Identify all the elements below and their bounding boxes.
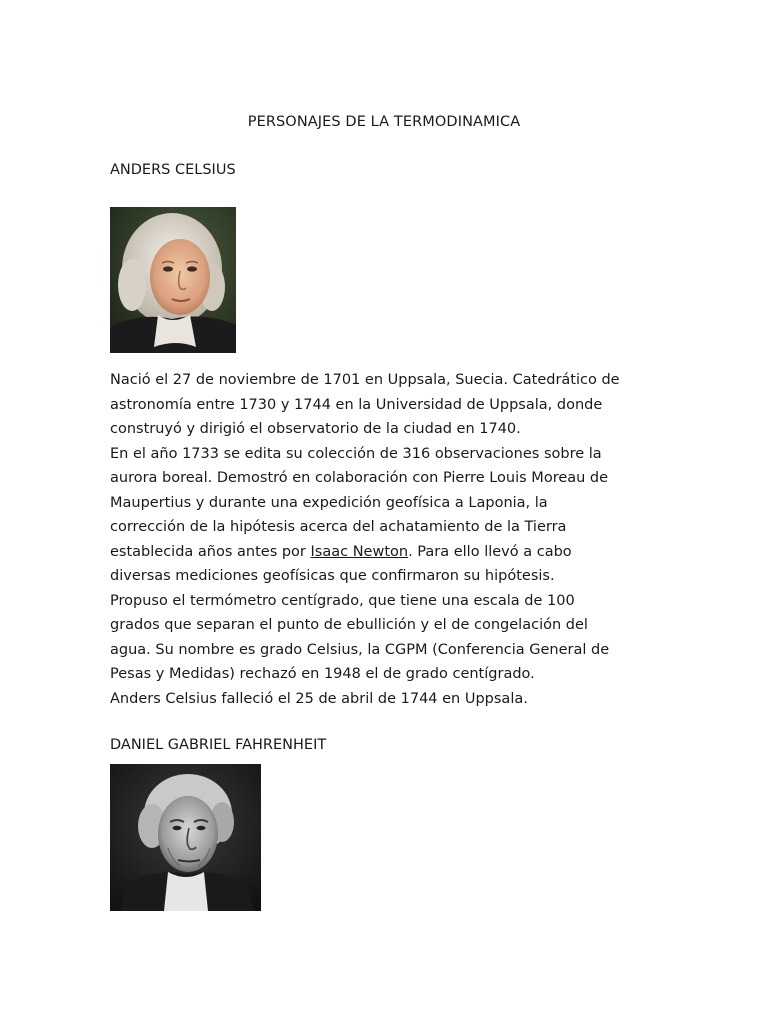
- bio-line: Pesas y Medidas) rechazó en 1948 el de grado centígrado.: [110, 666, 535, 682]
- bio-line: aurora boreal. Demostró en colaboración con Pierre Louis Moreau de: [110, 470, 609, 486]
- bio-line: astronomía entre 1730 y 1744 en la Universidad de Uppsala, donde: [110, 396, 603, 413]
- bio-line: Maupertius y durante una expedición geofísica a Laponia, la: [110, 494, 548, 511]
- bio-line: En el año 1733 se edita su colección de 316 observaciones sobre la: [110, 445, 602, 462]
- bio-line: construyó y dirigió el observatorio de la ciudad en 1740.: [110, 421, 521, 437]
- bio-line: Nació el 27 de noviembre de 1701 en Uppsala, Suecia. Catedrático de: [110, 372, 620, 388]
- celsius-portrait-icon: [110, 207, 236, 353]
- bio-line: grados que separan el punto de ebullición y el de congelación del: [110, 617, 588, 633]
- celsius-portrait: [110, 207, 236, 353]
- bio-line: corrección de la hipótesis acerca del achatamiento de la Tierra: [110, 519, 567, 535]
- document-title: PERSONAJES DE LA TERMODINAMICA: [247, 114, 521, 130]
- bio-text: establecida años antes por: [110, 543, 311, 560]
- fahrenheit-portrait-icon: [110, 764, 261, 911]
- bio-line-with-link: [110, 540, 670, 565]
- bio-line: Anders Celsius falleció el 25 de abril de 1744 en Uppsala.: [110, 690, 528, 707]
- celsius-biography: [110, 368, 670, 711]
- section-heading-fahrenheit: DANIEL GABRIEL FAHRENHEIT: [110, 737, 327, 753]
- section-heading-celsius: ANDERS CELSIUS: [110, 162, 236, 178]
- isaac-newton-link[interactable]: Isaac Newton: [310, 543, 409, 560]
- bio-line: agua. Su nombre es grado Celsius, la CGPM (Conferencia General de: [110, 641, 610, 658]
- bio-text: . Para ello llevó a cabo: [408, 543, 572, 560]
- fahrenheit-portrait: [110, 764, 261, 911]
- bio-line: Propuso el termómetro centígrado, que tiene una escala de 100: [110, 592, 575, 609]
- bio-line: diversas mediciones geofísicas que confirmaron su hipótesis.: [110, 568, 555, 584]
